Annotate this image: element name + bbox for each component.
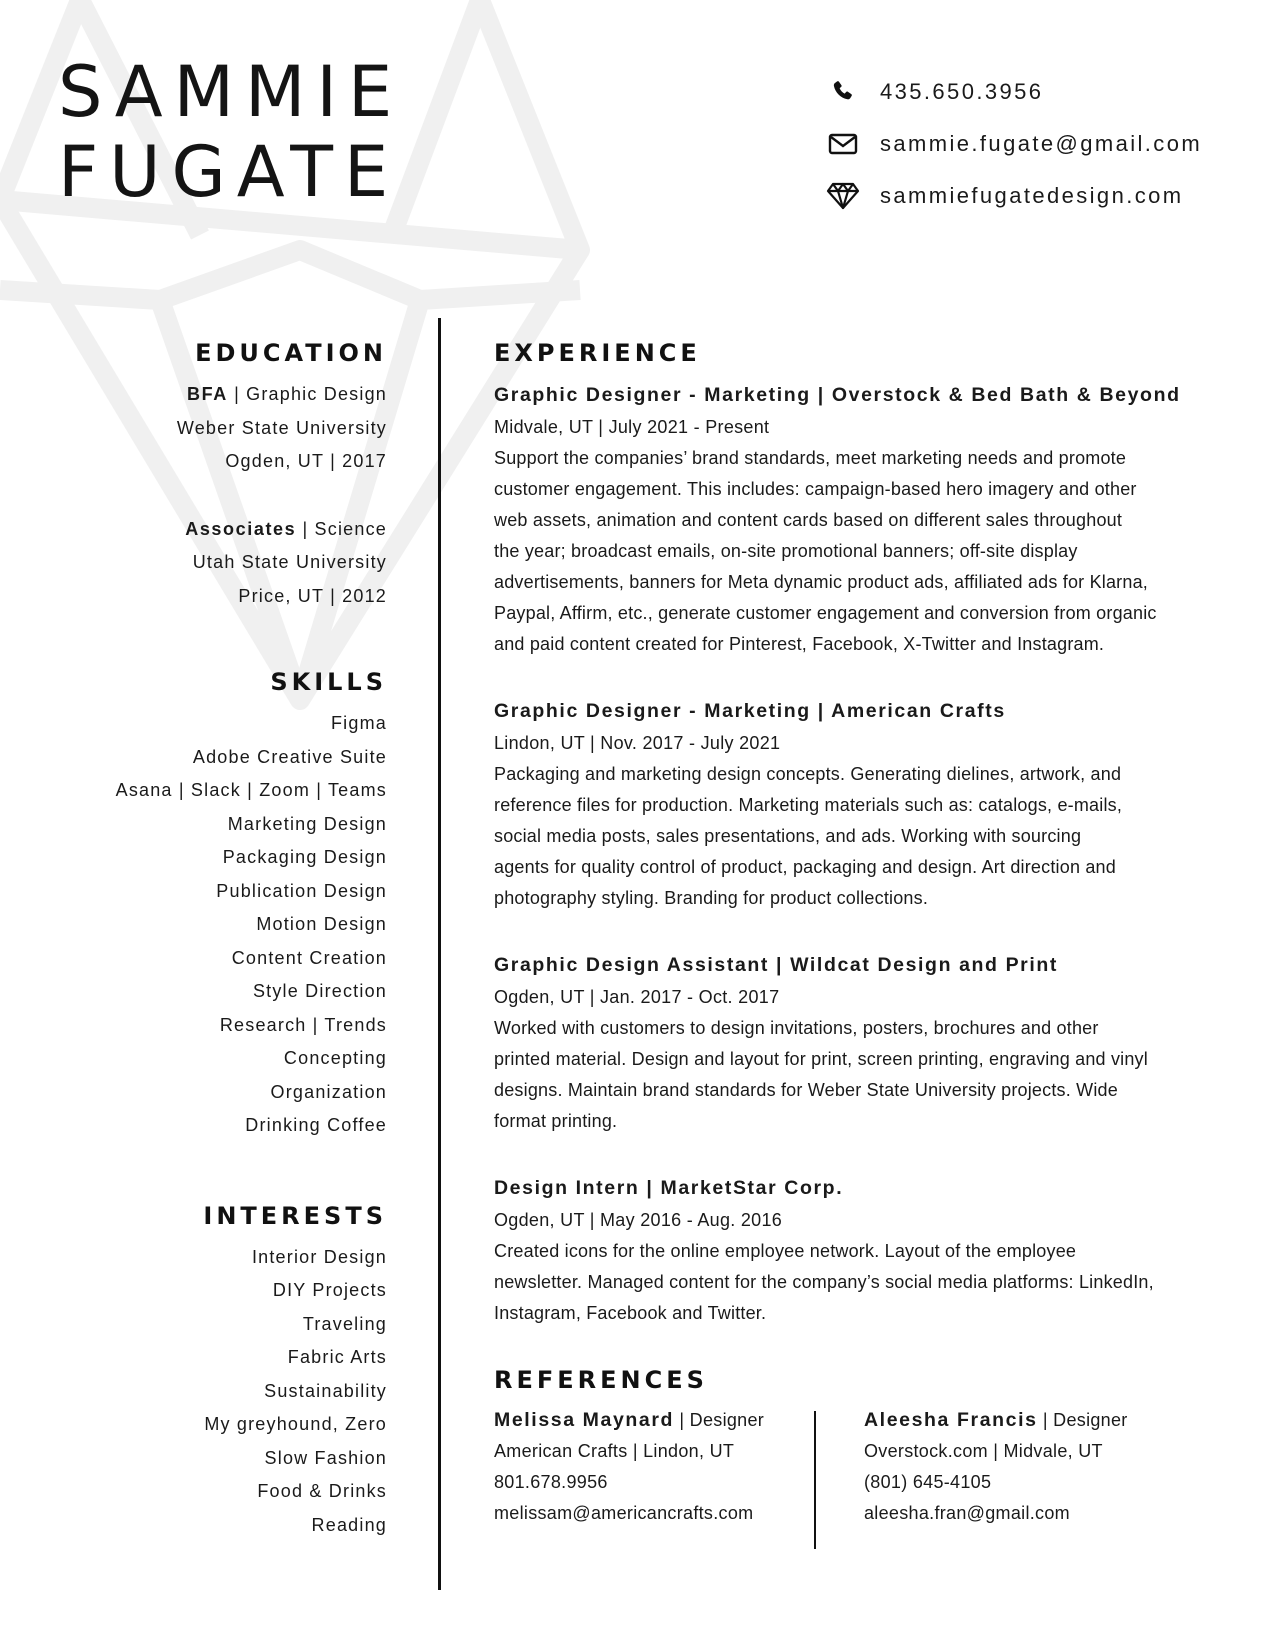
contact-website-row: [826, 170, 1202, 222]
skill-item: Research | Trends: [219, 1014, 387, 1035]
interest-item: Reading: [311, 1514, 387, 1535]
job-description: [494, 759, 1234, 914]
skill-item: Concepting: [283, 1048, 387, 1068]
reference-name-row: [864, 1405, 1234, 1436]
education-school: Utah State University: [192, 552, 387, 572]
skills-title: SKILLS: [270, 668, 387, 696]
description-line: newsletter. Managed content for the company’s social media platforms: LinkedIn,: [494, 1272, 1154, 1292]
skill-item: Packaging Design: [222, 847, 387, 867]
job-meta: Lindon, UT | Nov. 2017 - July 2021: [494, 733, 781, 753]
reference-company: Overstock.com | Midvale, UT: [864, 1441, 1103, 1461]
job-entry: [494, 378, 1234, 660]
job-meta: Ogden, UT | May 2016 - Aug. 2016: [494, 1210, 783, 1230]
experience-title: EXPERIENCE: [494, 339, 701, 367]
website-link[interactable]: sammiefugatedesign.com: [880, 183, 1184, 208]
education-place: Ogden, UT | 2017: [225, 451, 387, 471]
interest-item: My greyhound, Zero: [204, 1414, 387, 1434]
education-degree: [116, 378, 387, 412]
skill-item: Marketing Design: [227, 813, 387, 834]
description-line: reference files for production. Marketing materials such as: catalogs, e-mails,: [494, 795, 1123, 815]
interest-item: Traveling: [302, 1313, 387, 1334]
skill-item: Motion Design: [256, 914, 387, 934]
reference-phone[interactable]: (801) 645-4105: [864, 1472, 992, 1492]
job-title: Graphic Designer - Marketing | Overstock & Bed Bath & Beyond: [494, 384, 1181, 406]
description-line: Instagram, Facebook and Twitter.: [494, 1303, 767, 1323]
reference-name: Aleesha Francis: [864, 1409, 1038, 1431]
column-divider: [438, 318, 441, 1590]
description-line: and paid content created for Pinterest, Facebook, X-Twitter and Instagram.: [494, 634, 1105, 654]
phone-icon: [826, 75, 860, 109]
references-section: [494, 1363, 1234, 1529]
name-block: [58, 52, 403, 212]
job-meta: Ogden, UT | Jan. 2017 - Oct. 2017: [494, 987, 780, 1007]
references-title: REFERENCES: [494, 1366, 708, 1394]
contact-email-row: [826, 118, 1202, 170]
left-column: [116, 336, 387, 1542]
degree-name: BFA: [187, 384, 228, 404]
interest-item: Food & Drinks: [257, 1481, 387, 1501]
job-description: [494, 443, 1234, 660]
reference-email[interactable]: aleesha.fran@gmail.com: [864, 1503, 1070, 1523]
job-entry: [494, 948, 1234, 1137]
job-title: Graphic Designer - Marketing | American Crafts: [494, 700, 1006, 722]
last-name: FUGATE: [58, 131, 400, 213]
reference-card: [494, 1405, 864, 1529]
skills-section: [116, 665, 387, 1143]
skill-item: Figma: [330, 713, 387, 733]
description-line: web assets, animation and content cards based on different sales throughout: [494, 510, 1123, 530]
skill-item: Publication Design: [216, 880, 387, 901]
contact-block: [826, 66, 1202, 222]
description-line: Created icons for the online employee network. Layout of the employee: [494, 1241, 1077, 1261]
phone-number[interactable]: 435.650.3956: [880, 79, 1044, 104]
degree-field: | Science: [302, 518, 387, 539]
reference-company: American Crafts | Lindon, UT: [494, 1441, 735, 1461]
diamond-icon: [826, 179, 860, 213]
email-link[interactable]: sammie.fugate@gmail.com: [880, 131, 1203, 156]
envelope-icon: [826, 127, 860, 161]
reference-role: | Designer: [679, 1410, 765, 1430]
education-degree: [116, 513, 387, 547]
interests-title: INTERESTS: [203, 1201, 387, 1230]
skill-item: Organization: [270, 1081, 387, 1102]
job-entry: [494, 1171, 1234, 1329]
description-line: printed material. Design and layout for print, screen printing, engraving and vinyl: [494, 1049, 1148, 1069]
interest-item: Slow Fashion: [264, 1447, 387, 1468]
education-place: Price, UT | 2012: [238, 585, 387, 606]
skill-item: Adobe Creative Suite: [192, 746, 387, 767]
description-line: customer engagement. This includes: campaign-based hero imagery and other: [494, 479, 1137, 499]
experience-section: [494, 336, 1234, 1329]
job-meta: Midvale, UT | July 2021 - Present: [494, 417, 770, 437]
description-line: social media posts, sales presentations, and ads. Working with sourcing: [494, 826, 1082, 846]
skill-item: Content Creation: [231, 947, 387, 968]
reference-role: | Designer: [1042, 1410, 1128, 1430]
job-entry: [494, 694, 1234, 914]
description-line: Packaging and marketing design concepts. Generating dielines, artwork, and: [494, 764, 1122, 784]
first-name: SAMMIE: [58, 51, 404, 133]
reference-phone[interactable]: 801.678.9956: [494, 1472, 608, 1492]
interests-section: [116, 1199, 387, 1543]
job-description: [494, 1236, 1234, 1329]
description-line: advertisements, banners for Meta dynamic product ads, affiliated ads for Klarna,: [494, 572, 1148, 592]
interest-item: Sustainability: [264, 1380, 387, 1401]
skill-item: Style Direction: [252, 981, 387, 1001]
education-school: Weber State University: [176, 417, 387, 438]
description-line: format printing.: [494, 1111, 618, 1131]
references-divider: [814, 1411, 816, 1549]
description-line: agents for quality control of product, packaging and design. Art direction and: [494, 857, 1116, 877]
description-line: the year; broadcast emails, on-site promotional banners; off-site display: [494, 541, 1078, 561]
reference-card: [864, 1405, 1234, 1529]
interest-item: Interior Design: [251, 1246, 387, 1267]
reference-name-row: [494, 1405, 864, 1436]
reference-email[interactable]: melissam@americancrafts.com: [494, 1503, 754, 1523]
job-title: Design Intern | MarketStar Corp.: [494, 1177, 844, 1199]
job-title: Graphic Design Assistant | Wildcat Design and Print: [494, 954, 1058, 976]
degree-name: Associates: [185, 518, 297, 539]
right-column: [494, 336, 1234, 1529]
contact-phone-row: [826, 66, 1202, 118]
education-section: [116, 336, 387, 613]
skill-item: Drinking Coffee: [245, 1115, 387, 1135]
description-line: designs. Maintain brand standards for Weber State University projects. Wide: [494, 1080, 1118, 1100]
interest-item: DIY Projects: [272, 1280, 387, 1300]
reference-name: Melissa Maynard: [494, 1409, 675, 1431]
references-list: [494, 1405, 1234, 1529]
skill-item: Asana | Slack | Zoom | Teams: [115, 780, 387, 800]
education-title: EDUCATION: [195, 339, 387, 367]
interest-item: Fabric Arts: [287, 1347, 387, 1367]
description-line: Worked with customers to design invitations, posters, brochures and other: [494, 1018, 1099, 1038]
description-line: Support the companies’ brand standards, meet marketing needs and promote: [494, 448, 1127, 468]
degree-field: | Graphic Design: [234, 384, 387, 404]
job-description: [494, 1013, 1234, 1137]
description-line: Paypal, Affirm, etc., generate customer engagement and conversion from organic: [494, 603, 1157, 623]
description-line: photography styling. Branding for product collections.: [494, 888, 929, 908]
